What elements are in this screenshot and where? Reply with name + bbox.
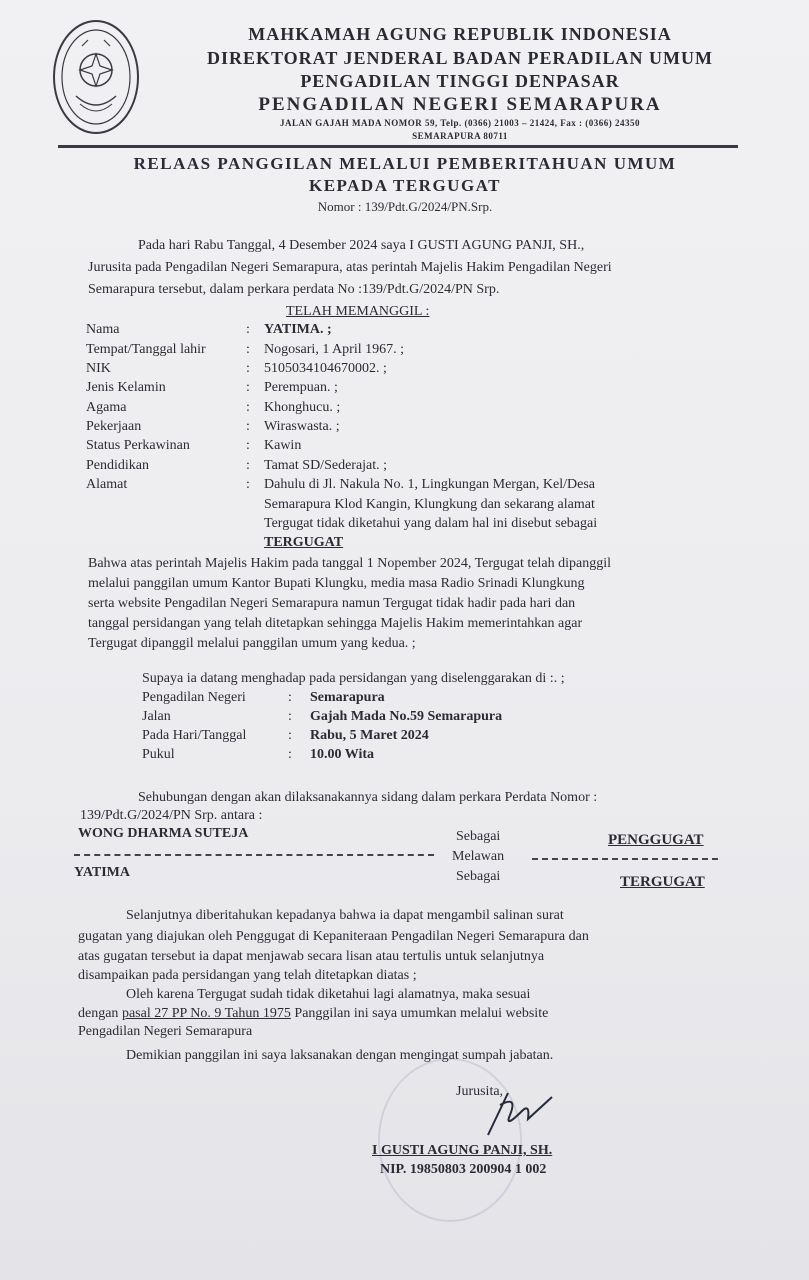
document-page: MAHKAMAH AGUNG REPUBLIK INDONESIA DIREKTORAT JENDERAL BADAN PERADILAN UMUM PENGADILAN TINGGI DENPASAR PENGADILAN NEGERI SEMARAPURA JALAN GAJAH MADA NOMOR 59, Telp. (0366) 21003 – 21424, Fax : (0366) 24350 SEMARAPURA 80711 RELAAS PANGGILAN MELALUI PEMBERITAHUAN UMUM KEPADA TERGUGAT Nomor : 139/Pdt.G/2024/PN.Srp. Pada hari Rabu Tanggal, 4 Desember 2024 saya I GUSTI AGUNG PANJI, SH., Jurusita pada Pengadilan Negeri Semarapura, atas perintah Majelis Hakim Pengadilan Negeri Semarapura tersebut, dalam perkara perdata No :139/Pdt.G/2024/PN Srp. TELAH MEMANGGIL : Nama : YATIMA. ; Tempat/Tanggal lahir : Nogosari, 1 April 1967. ; NIK : 5105034104670002. ; Jenis Kelamin : Perempuan. ; Agama : Khonghucu. ; Pekerjaan : Wiraswasta. ; Status Perkawinan : Kawin Pendidikan : Tamat SD/Sederajat. ; Alamat : Dahulu di Jl. Nakula No. 1, Lingkungan Mergan, Kel/Desa Semarapura Klod Kangin, Klungkung dan sekarang alamat Tergugat tidak diketahui yang dalam hal ini disebut sebagai TERGUGAT Bahwa atas perintah Majelis Hakim pada tanggal 1 Nopember 2024, Tergugat telah dipanggil melalui panggilan umum Kantor Bupati Klungku, media masa Radio Srinadi Klungkung serta website Pengadilan Negeri Semarapura namun Tergugat tidak hadir pada hari dan tanggal persidangan yang telah ditetapkan sehingga Majelis Hakim memerintahkan agar Tergugat dipanggil melalui panggilan umum yang kedua. ; Supaya ia datang menghadap pada persidangan yang diselenggarakan di :. ; Pengadilan Negeri : Semarapura Jalan : Gajah Mada No.59 Semarapura Pada Hari/Tanggal : Rabu, 5 Maret 2024 Pukul : 10.00 Wita Sehubungan dengan akan dilaksanakannya sidang dalam perkara Perdata Nomor : 139/Pdt.G/2024/PN Srp. antara : WONG DHARMA SUTEJA Sebagai PENGGUGAT Melawan YATIMA Sebagai TERGUGAT Selanjutnya diberitahukan kepadanya bahwa ia dapat mengambil salinan surat gugatan yang diajukan oleh Penggugat di Kepaniteraan Pengadilan Negeri Semarapura dan atas gugatan tersebut ia dapat menjawab secara lisan atau tertulis untuk selanjutnya disampaikan pada persidangan yang telah ditetapkan diatas ; Oleh karena Tergugat sudah tidak diketahui lagi alamatnya, maka sesuai dengan pasal 27 PP No. 9 Tahun 1975 Panggilan ini saya umumkan melalui website Pengadilan Negeri Semarapura Demikian panggilan ini saya laksanakan dengan mengingat sumpah jabatan. Jurusita, I GUSTI AGUNG PANJI, SH. NIP. 19850803 200904 1 002 <box>0 0 809 1280</box>
intro-line-3: Semarapura tersebut, dalam perkara perdata No :139/Pdt.G/2024/PN Srp. <box>88 282 500 297</box>
hearing-value: 10.00 Wita <box>310 747 375 762</box>
regulation-reference: pasal 27 PP No. 9 Tahun 1975 <box>121 1006 291 1021</box>
header-line-1: MAHKAMAH AGUNG REPUBLIK INDONESIA <box>248 24 672 44</box>
header-line-2: DIREKTORAT JENDERAL BADAN PERADILAN UMUM <box>206 48 714 68</box>
court-emblem-logo <box>52 18 140 136</box>
identity-value: YATIMA. ; <box>264 322 332 337</box>
doc-number: Nomor : 139/Pdt.G/2024/PN.Srp. <box>317 199 493 214</box>
hearing-label: Pukul <box>142 747 175 762</box>
closing-line: Demikian panggilan ini saya laksanakan dengan mengingat sumpah jabatan. <box>126 1048 554 1063</box>
header-address: JALAN GAJAH MADA NOMOR 59, Telp. (0366) 21003 – 21424, Fax : (0366) 24350 <box>280 118 640 128</box>
body2-line: Selanjutnya diberitahukan kepadanya bahwa ia dapat mengambil salinan surat <box>126 908 564 923</box>
identity-value: Nogosari, 1 April 1967. ; <box>264 342 404 357</box>
hearing-label: Jalan <box>142 709 171 724</box>
body-line: tanggal persidangan yang telah ditetapkan sehingga Majelis Hakim memerintahkan agar <box>88 616 583 631</box>
identity-label: Status Perkawinan <box>86 438 190 453</box>
body-line: Bahwa atas perintah Majelis Hakim pada tanggal 1 Nopember 2024, Tergugat telah dipanggil <box>88 556 611 571</box>
sehubungan-line-1: Sehubungan dengan akan dilaksanakannya sidang dalam perkara Perdata Nomor : <box>138 790 598 805</box>
role-penggugat: PENGGUGAT <box>608 832 704 848</box>
role-tergugat: TERGUGAT <box>620 874 705 890</box>
doc-title-line-2: KEPADA TERGUGAT <box>308 176 502 195</box>
identity-label: Nama <box>86 322 120 337</box>
hearing-value: Gajah Mada No.59 Semarapura <box>310 709 503 724</box>
body-line: Tergugat dipanggil melalui panggilan umum yang kedua. ; <box>88 636 416 651</box>
identity-label: Tempat/Tanggal lahir <box>86 342 206 357</box>
tergugat-label: TERGUGAT <box>264 535 344 550</box>
body3-line-2 <box>78 1004 548 1024</box>
identity-label: NIK <box>86 361 111 376</box>
identity-value: Dahulu di Jl. Nakula No. 1, Lingkungan Mergan, Kel/Desa <box>264 477 596 492</box>
identity-value: 5105034104670002. ; <box>264 361 387 376</box>
telah-memanggil-heading: TELAH MEMANGGIL : <box>286 304 430 319</box>
signatory-name: I GUSTI AGUNG PANJI, SH. <box>372 1143 553 1158</box>
body3-pre: dengan <box>78 1006 122 1021</box>
intro-line-2: Jurusita pada Pengadilan Negeri Semarapura, atas perintah Majelis Hakim Pengadilan Negeri <box>88 260 612 275</box>
defendant-name: YATIMA <box>74 865 131 880</box>
signatory-role: Jurusita, <box>456 1084 504 1099</box>
hearing-value: Rabu, 5 Maret 2024 <box>310 728 429 743</box>
sehubungan-line-2: 139/Pdt.G/2024/PN Srp. antara : <box>80 808 263 823</box>
plaintiff-name: WONG DHARMA SUTEJA <box>78 826 249 841</box>
header-line-3: PENGADILAN TINGGI DENPASAR <box>300 71 620 91</box>
sebagai-label: Sebagai <box>456 829 501 844</box>
identity-value: Wiraswasta. ; <box>264 419 340 434</box>
signatory-nip: NIP. 19850803 200904 1 002 <box>380 1162 547 1177</box>
melawan-label: Melawan <box>452 849 505 864</box>
body-line: serta website Pengadilan Negeri Semarapura namun Tergugat tidak hadir pada hari dan <box>88 596 576 611</box>
body2-line: atas gugatan tersebut ia dapat menjawab secara lisan atau tertulis untuk selanjutnya <box>78 949 545 964</box>
body3-line: Oleh karena Tergugat sudah tidak diketahui lagi alamatnya, maka sesuai <box>126 987 531 1002</box>
intro-line-1: Pada hari Rabu Tanggal, 4 Desember 2024 saya I GUSTI AGUNG PANJI, SH., <box>138 238 585 253</box>
hearing-value: Semarapura <box>310 690 385 705</box>
identity-value: Khonghucu. ; <box>264 400 341 415</box>
hearing-label: Pada Hari/Tanggal <box>142 728 247 743</box>
address-continued: Tergugat tidak diketahui yang dalam hal ini disebut sebagai <box>264 516 598 531</box>
header-city: SEMARAPURA 80711 <box>412 131 508 141</box>
address-continued: Semarapura Klod Kangin, Klungkung dan sekarang alamat <box>264 497 595 512</box>
sebagai-label: Sebagai <box>456 869 501 884</box>
header-divider <box>58 145 738 148</box>
identity-label: Pendidikan <box>86 458 149 473</box>
identity-value: Perempuan. ; <box>264 380 338 395</box>
identity-label: Jenis Kelamin <box>86 380 166 395</box>
identity-value: Tamat SD/Sederajat. ; <box>264 458 388 473</box>
body3-post: Panggilan ini saya umumkan melalui website <box>290 1006 549 1021</box>
hearing-label: Pengadilan Negeri <box>142 690 246 705</box>
identity-label: Pekerjaan <box>86 419 142 434</box>
identity-label: Alamat <box>86 477 128 492</box>
dashed-separator <box>532 858 718 860</box>
supaya-line: Supaya ia datang menghadap pada persidangan yang diselenggarakan di :. ; <box>142 671 565 686</box>
handwritten-signature <box>470 1085 560 1145</box>
body-line: melalui panggilan umum Kantor Bupati Klungku, media masa Radio Srinadi Klungkung <box>88 576 585 591</box>
doc-title-line-1: RELAAS PANGGILAN MELALUI PEMBERITAHUAN UMUM <box>133 154 677 173</box>
body3-line: Pengadilan Negeri Semarapura <box>78 1024 253 1039</box>
body2-line: gugatan yang diajukan oleh Penggugat di Kepaniteraan Pengadilan Negeri Semarapura dan <box>78 929 589 944</box>
dashed-separator <box>74 854 434 856</box>
body2-line: disampaikan pada persidangan yang telah ditetapkan diatas ; <box>78 968 417 983</box>
identity-label: Agama <box>86 400 127 415</box>
header-line-4: PENGADILAN NEGERI SEMARAPURA <box>258 94 662 115</box>
identity-value: Kawin <box>264 438 302 453</box>
